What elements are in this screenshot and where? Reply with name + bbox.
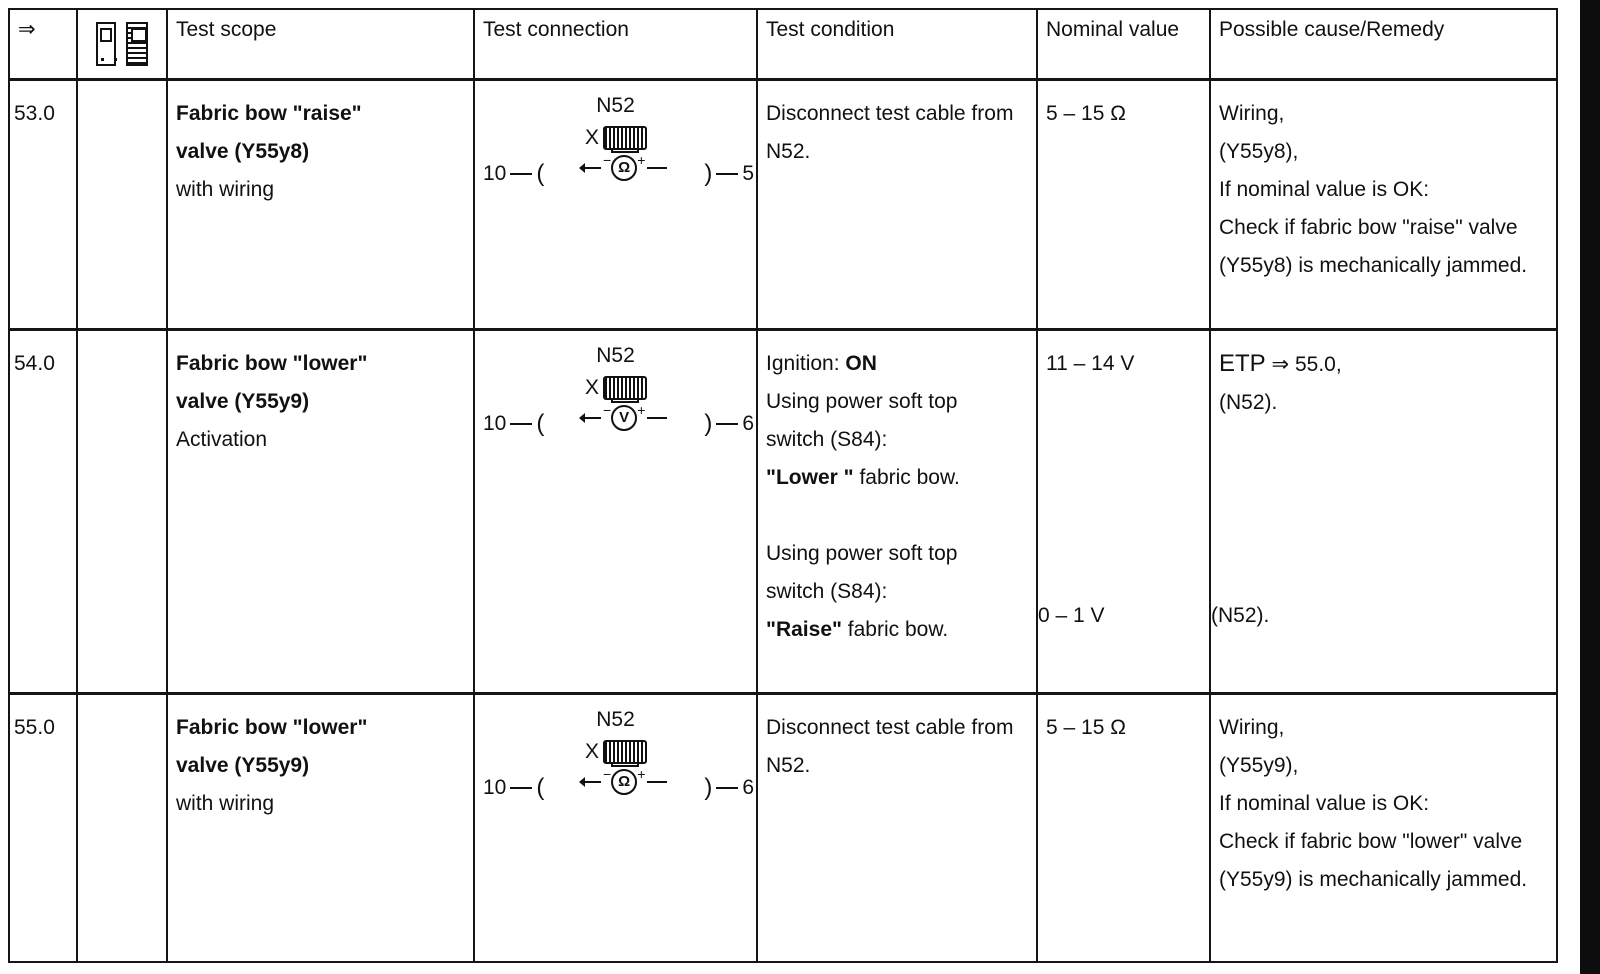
connector-label: X (585, 125, 600, 149)
scope-title: Fabric bow "lower" (176, 715, 368, 739)
nominal-value-on: 11 – 14 V (1046, 351, 1135, 375)
plus-sign: + (637, 401, 646, 418)
ohmmeter-icon (579, 151, 669, 181)
scope-note: Activation (176, 427, 268, 451)
etp-label: ETP (1219, 349, 1266, 377)
step-number: 55.0 (14, 715, 55, 739)
header-arrow: ⇒ (9, 9, 77, 79)
pin-right: 5 (742, 161, 754, 185)
ignition-label: Ignition: (766, 351, 840, 375)
connector-plug-icon (603, 126, 647, 150)
remedy-line: Check if fabric bow "raise" valve (1219, 215, 1518, 239)
remedy (1211, 695, 1556, 899)
icon-cell (77, 329, 167, 693)
condition-line: fabric bow. (859, 465, 960, 489)
remedy-line: If nominal value is OK: (1219, 791, 1430, 815)
plus-sign: + (637, 765, 646, 782)
step-number: 53.0 (14, 101, 55, 125)
scope-component: valve (Y55y8) (176, 139, 310, 163)
plus-sign: + (637, 151, 646, 168)
remedy-line: (N52). (1211, 603, 1270, 627)
unit-label: N52 (596, 343, 635, 367)
scope-title: Fabric bow "raise" (176, 101, 362, 125)
connector-plug-icon (603, 740, 647, 764)
scan-edge-band (1580, 0, 1600, 974)
connector-plug-icon (603, 376, 647, 400)
condition-line: switch (S84): (766, 579, 888, 603)
minus-sign: − (603, 401, 612, 418)
condition-line: switch (S84): (766, 427, 888, 451)
meter-symbol: Ω (611, 155, 637, 181)
scope-note: with wiring (176, 791, 275, 815)
multimeter-icon (126, 22, 148, 66)
meter-symbol: V (611, 405, 637, 431)
step-reference-link[interactable]: 55.0, (1294, 352, 1342, 376)
remedy-line: Wiring, (1219, 101, 1285, 125)
nominal-value-off: 0 – 1 V (1038, 603, 1105, 627)
meter-symbol: Ω (611, 769, 637, 795)
connection-diagram: N52 X 10 ( − Ω + ) 6 (475, 695, 756, 795)
nominal-value (1038, 331, 1209, 663)
remedy-line: (Y55y8) is mechanically jammed. (1219, 253, 1528, 277)
test-condition (758, 81, 1036, 171)
test-scope (168, 81, 473, 209)
remedy-line: Check if fabric bow "lower" valve (1219, 829, 1523, 853)
remedy-line: (Y55y9), (1219, 753, 1299, 777)
icon-cell (77, 79, 167, 329)
test-scope (168, 695, 473, 823)
step-number: 54.0 (14, 351, 55, 375)
table-row (9, 329, 1557, 693)
header-test-scope: Test scope (167, 9, 474, 79)
header-test-condition: Test condition (757, 9, 1037, 79)
remedy (1211, 331, 1556, 663)
condition-line: N52. (766, 753, 811, 777)
condition-line: Using power soft top (766, 541, 958, 565)
remedy-line: (N52). (1219, 390, 1278, 414)
scope-component: valve (Y55y9) (176, 389, 310, 413)
condition-line: Disconnect test cable from (766, 101, 1014, 125)
remedy (1211, 81, 1556, 285)
remedy-line: (Y55y9) is mechanically jammed. (1219, 867, 1528, 891)
pin-left: 10 (483, 161, 507, 185)
icon-cell (77, 693, 167, 962)
voltmeter-icon (579, 401, 669, 431)
pin-left: 10 (483, 775, 507, 799)
remedy-line: Wiring, (1219, 715, 1285, 739)
condition-action: "Raise" (766, 617, 842, 641)
ignition-value: ON (845, 351, 877, 375)
header-remedy: Possible cause/Remedy (1210, 9, 1557, 79)
nominal-value: 5 – 15 Ω (1046, 715, 1126, 739)
condition-action: "Lower " (766, 465, 854, 489)
condition-line: fabric bow. (847, 617, 949, 641)
scope-component: valve (Y55y9) (176, 753, 310, 777)
connection-diagram: N52 X 10 ( − Ω + ) 5 (475, 81, 756, 181)
pin-right: 6 (742, 775, 754, 799)
condition-line: Disconnect test cable from (766, 715, 1014, 739)
test-condition (758, 331, 1036, 649)
header-nominal-value: Nominal value (1037, 9, 1210, 79)
connector-label: X (585, 739, 600, 763)
condition-line: N52. (766, 139, 811, 163)
remedy-line: If nominal value is OK: (1219, 177, 1430, 201)
remedy-line: (Y55y8), (1219, 139, 1299, 163)
test-scope (168, 331, 473, 459)
connection-diagram: N52 X 10 ( − V + ) 6 (475, 331, 756, 431)
unit-label: N52 (596, 93, 635, 117)
table-row (9, 79, 1557, 329)
test-table (8, 8, 1558, 963)
table-header-row (9, 9, 1557, 79)
header-test-connection: Test connection (474, 9, 757, 79)
scope-note: with wiring (176, 177, 275, 201)
unit-label: N52 (596, 707, 635, 731)
tester-icon (96, 22, 116, 66)
minus-sign: − (603, 151, 612, 168)
test-condition (758, 695, 1036, 785)
minus-sign: − (603, 765, 612, 782)
scope-title: Fabric bow "lower" (176, 351, 368, 375)
header-icons (77, 9, 167, 79)
pin-left: 10 (483, 411, 507, 435)
ohmmeter-icon (579, 765, 669, 795)
arrow-icon: ⇒ (1271, 352, 1290, 376)
table-row (9, 693, 1557, 962)
nominal-value: 5 – 15 Ω (1046, 101, 1126, 125)
connector-label: X (585, 375, 600, 399)
pin-right: 6 (742, 411, 754, 435)
condition-line: Using power soft top (766, 389, 958, 413)
